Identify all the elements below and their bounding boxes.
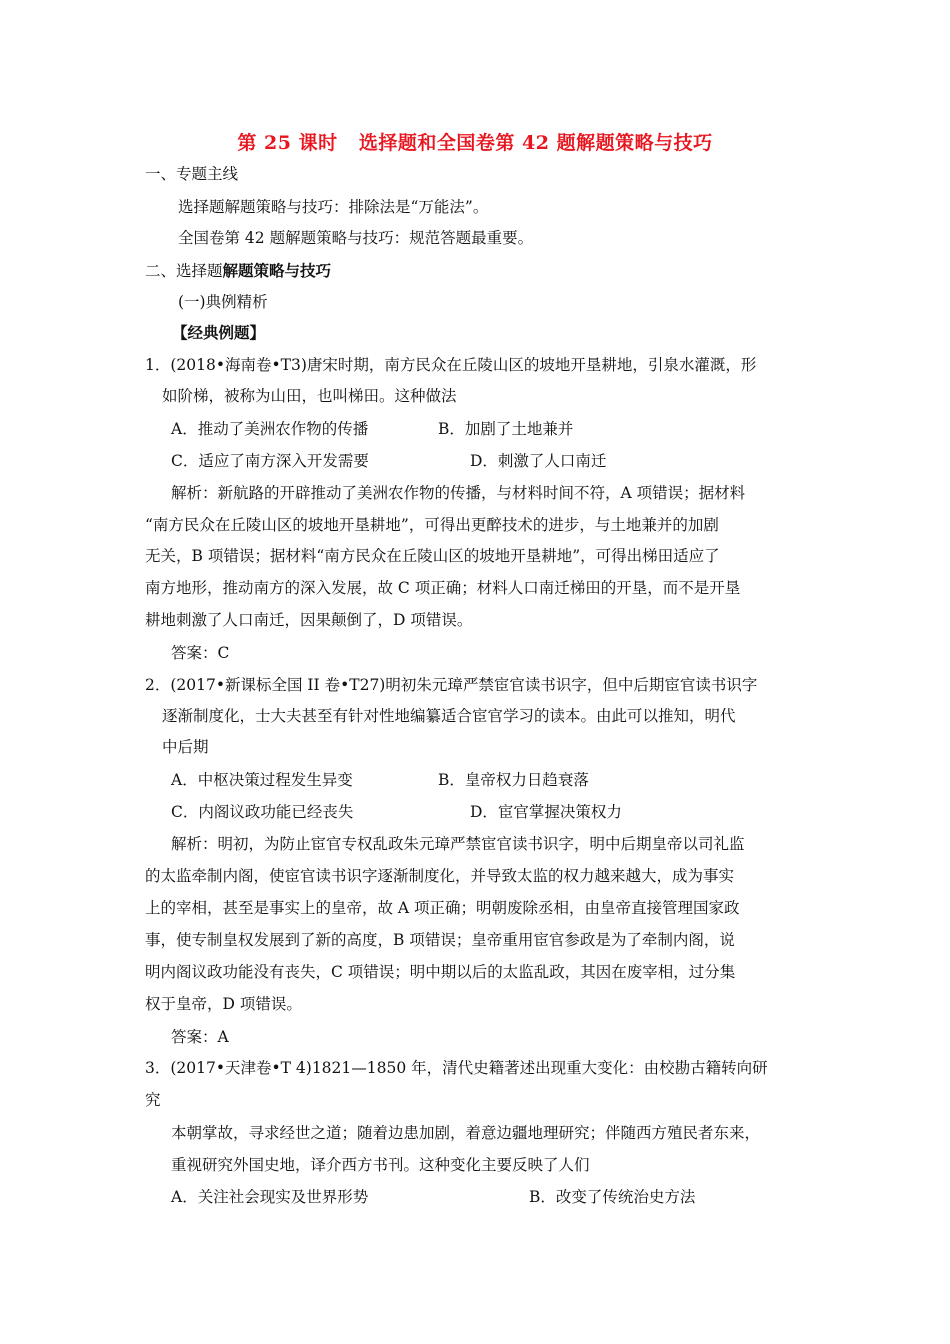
question-stem: 中后期 [162,738,209,756]
paragraph: 选择题解题策略与技巧：排除法是“万能法”。 [178,198,489,216]
option-b: B．改变了传统治史方法 [529,1188,696,1206]
analysis-line: 解析：新航路的开辟推动了美洲农作物的传播，与材料时间不符，A 项错误；据材料 [171,484,746,502]
option-c: C．适应了南方深入开发需要 [171,452,369,470]
section-heading [145,261,331,281]
option-a: A．推动了美洲农作物的传播 [171,420,369,438]
option-b: B．皇帝权力日趋衰落 [438,771,589,789]
question-stem: 究 [145,1091,161,1109]
question-stem: 如阶梯，被称为山田，也叫梯田。这种做法 [162,387,457,405]
page-title: 第 25 课时 选择题和全国卷第 42 题解题策略与技巧 [237,132,713,154]
paragraph: 全国卷第 42 题解题策略与技巧：规范答题最重要。 [178,229,534,247]
question-stem: 本朝掌故，寻求经世之道；随着边患加剧，着意边疆地理研究；伴随西方殖民者东来， [171,1124,761,1142]
option-d: D．宦官掌握决策权力 [470,803,622,821]
analysis-line: 权于皇帝，D 项错误。 [145,995,302,1013]
section-heading: 一、专题主线 [145,165,239,183]
analysis-line: 南方地形，推动南方的深入发展，故 C 项正确；材料人口南迁梯田的开垦，而不是开垦 [145,579,741,597]
option-c: C．内阁议政功能已经丧失 [171,803,354,821]
answer: 答案：C [171,644,230,662]
question-stem: 1．(2018•海南卷•T3)唐宋时期，南方民众在丘陵山区的坡地开垦耕地，引泉水灌溉，形 [145,356,757,374]
analysis-line: 的太监牵制内阁，使宦官读书识字逐渐制度化，并导致太监的权力越来越大，成为事实 [145,867,735,885]
analysis-line: 解析：明初，为防止宦官专权乱政朱元璋严禁宦官读书识字，明中后期皇帝以司礼监 [171,835,745,853]
option-a: A．中枢决策过程发生异变 [171,771,353,789]
analysis-line: 无关，B 项错误；据材料“南方民众在丘陵山区的坡地开垦耕地”，可得出梯田适应了 [145,547,720,565]
question-stem: 2．(2017•新课标全国 II 卷•T27)明初朱元璋严禁宦官读书识字，但中后期宦官读书识字 [145,676,758,694]
heading-bold: 解题策略与技巧 [222,261,332,280]
heading-prefix: 二、选择题 [145,262,223,280]
analysis-line: 耕地刺激了人口南迁，因果颠倒了，D 项错误。 [145,611,473,629]
subsection-heading: (一)典例精析 [178,293,268,311]
question-stem: 逐渐制度化，士大夫甚至有针对性地编纂适合宦官学习的读本。由此可以推知，明代 [162,707,736,725]
analysis-line: 事，使专制皇权发展到了新的高度，B 项错误；皇帝重用宦官参政是为了牵制内阁，说 [145,931,735,949]
question-stem: 重视研究外国史地，译介西方书刊。这种变化主要反映了人们 [171,1156,590,1174]
analysis-line: 明内阁议政功能没有丧失，C 项错误；明中期以后的太监乱政，其因在废宰相，过分集 [145,963,736,981]
question-stem: 3．(2017•天津卷•T 4)1821—1850 年，清代史籍著述出现重大变化：由校勘古籍转向研 [145,1059,768,1077]
option-b: B．加剧了土地兼并 [438,420,574,438]
analysis-line: 上的宰相，甚至是事实上的皇帝，故 A 项正确；明朝废除丞相，由皇帝直接管理国家政 [145,899,740,917]
classic-label: 【经典例题】 [172,323,266,342]
answer: 答案：A [171,1028,229,1046]
analysis-line: “南方民众在丘陵山区的坡地开垦耕地”，可得出更醉技术的进步，与土地兼并的加剧 [145,516,719,534]
option-d: D．刺激了人口南迁 [470,452,607,470]
option-a: A．关注社会现实及世界形势 [171,1188,369,1206]
